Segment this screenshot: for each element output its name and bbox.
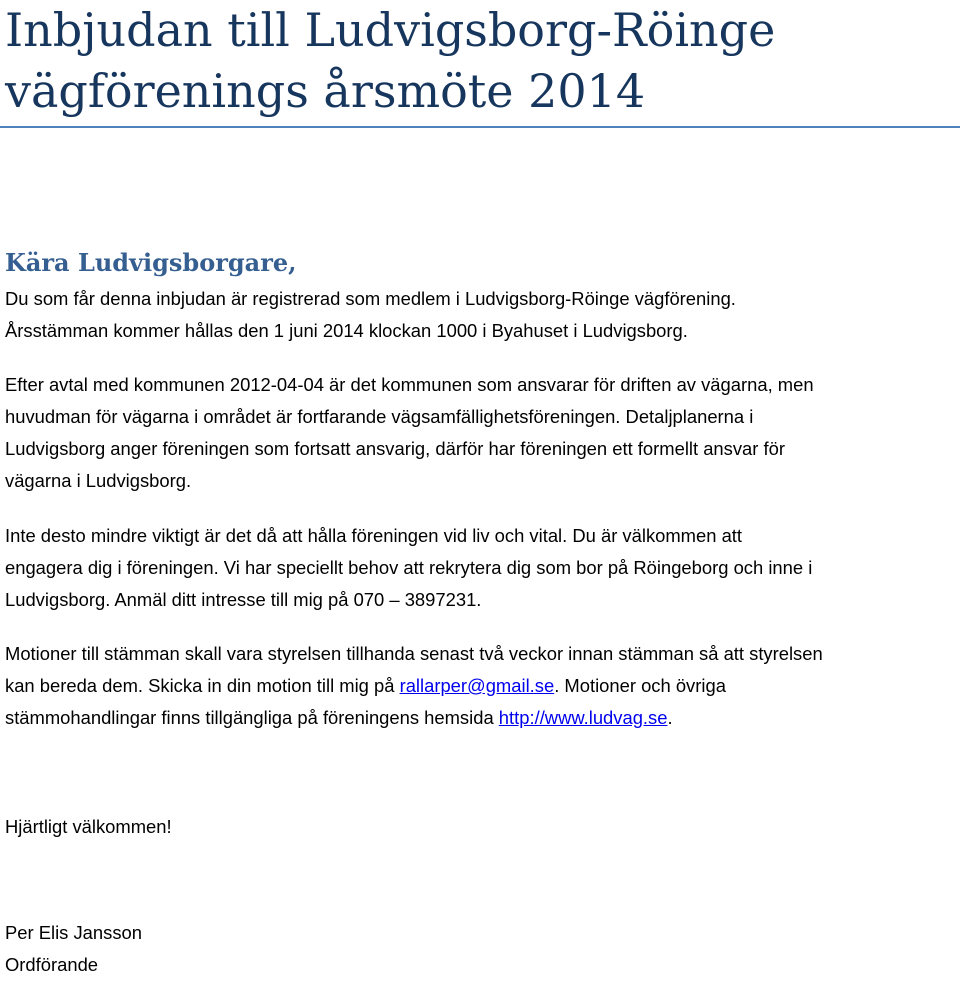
website-link[interactable]: http://www.ludvag.se (498, 707, 668, 728)
motions-line-2 (5, 670, 823, 702)
motions-line-2-text-after: . Motioner och övriga (554, 675, 726, 696)
road-line-2: huvudman för vägarna i området är fortfarande vägsamfällighetsföreningen. Detaljplanerna i (5, 406, 754, 427)
motions-line-2-text-before: kan bereda dem. Skicka in din motion till mig på (5, 675, 400, 696)
signature-name: Per Elis Jansson (5, 922, 142, 943)
signature-block (5, 917, 142, 981)
road-responsibility-paragraph (5, 369, 814, 497)
closing-text: Hjärtligt välkommen! (5, 816, 172, 837)
motions-paragraph (5, 638, 823, 734)
greeting-heading: Kära Ludvigsborgare, (5, 248, 297, 277)
motions-line-1: Motioner till stämman skall vara styrelsen tillhanda senast två veckor innan stämman så att styrelsen (5, 643, 823, 664)
intro-line-1: Du som får denna inbjudan är registrerad som medlem i Ludvigsborg-Röinge vägförening. (5, 288, 736, 309)
document-title (5, 0, 955, 122)
document-title-line-2: vägförenings årsmöte 2014 (5, 64, 646, 118)
engage-line-2: engagera dig i föreningen. Vi har speciellt behov att rekrytera dig som bor på Röingeborg och inne i (5, 557, 813, 578)
road-line-4: vägarna i Ludvigsborg. (5, 470, 192, 491)
motions-line-3 (5, 702, 823, 734)
engage-line-1: Inte desto mindre viktigt är det då att hålla föreningen vid liv och vital. Du är välkommen att (5, 525, 743, 546)
motions-line-3-text-before: stämmohandlingar finns tillgängliga på föreningens hemsida (5, 707, 499, 728)
motions-line-3-text-after: . (667, 707, 673, 728)
document-title-line-1: Inbjudan till Ludvigsborg-Röinge (5, 3, 776, 57)
title-divider (0, 126, 960, 128)
engage-line-3: Ludvigsborg. Anmäl ditt intresse till mig på 070 – 3897231. (5, 589, 482, 610)
engagement-paragraph (5, 520, 812, 616)
intro-paragraph (5, 283, 736, 347)
email-link[interactable]: rallarper@gmail.se (399, 675, 555, 696)
signature-role: Ordförande (5, 954, 99, 975)
road-line-3: Ludvigsborg anger föreningen som fortsatt ansvarig, därför har föreningen ett formellt ansvar för (5, 438, 785, 459)
intro-line-2: Årsstämman kommer hållas den 1 juni 2014 klockan 1000 i Byahuset i Ludvigsborg. (5, 320, 688, 341)
road-line-1: Efter avtal med kommunen 2012-04-04 är det kommunen som ansvarar för driften av vägarna, men (5, 374, 814, 395)
